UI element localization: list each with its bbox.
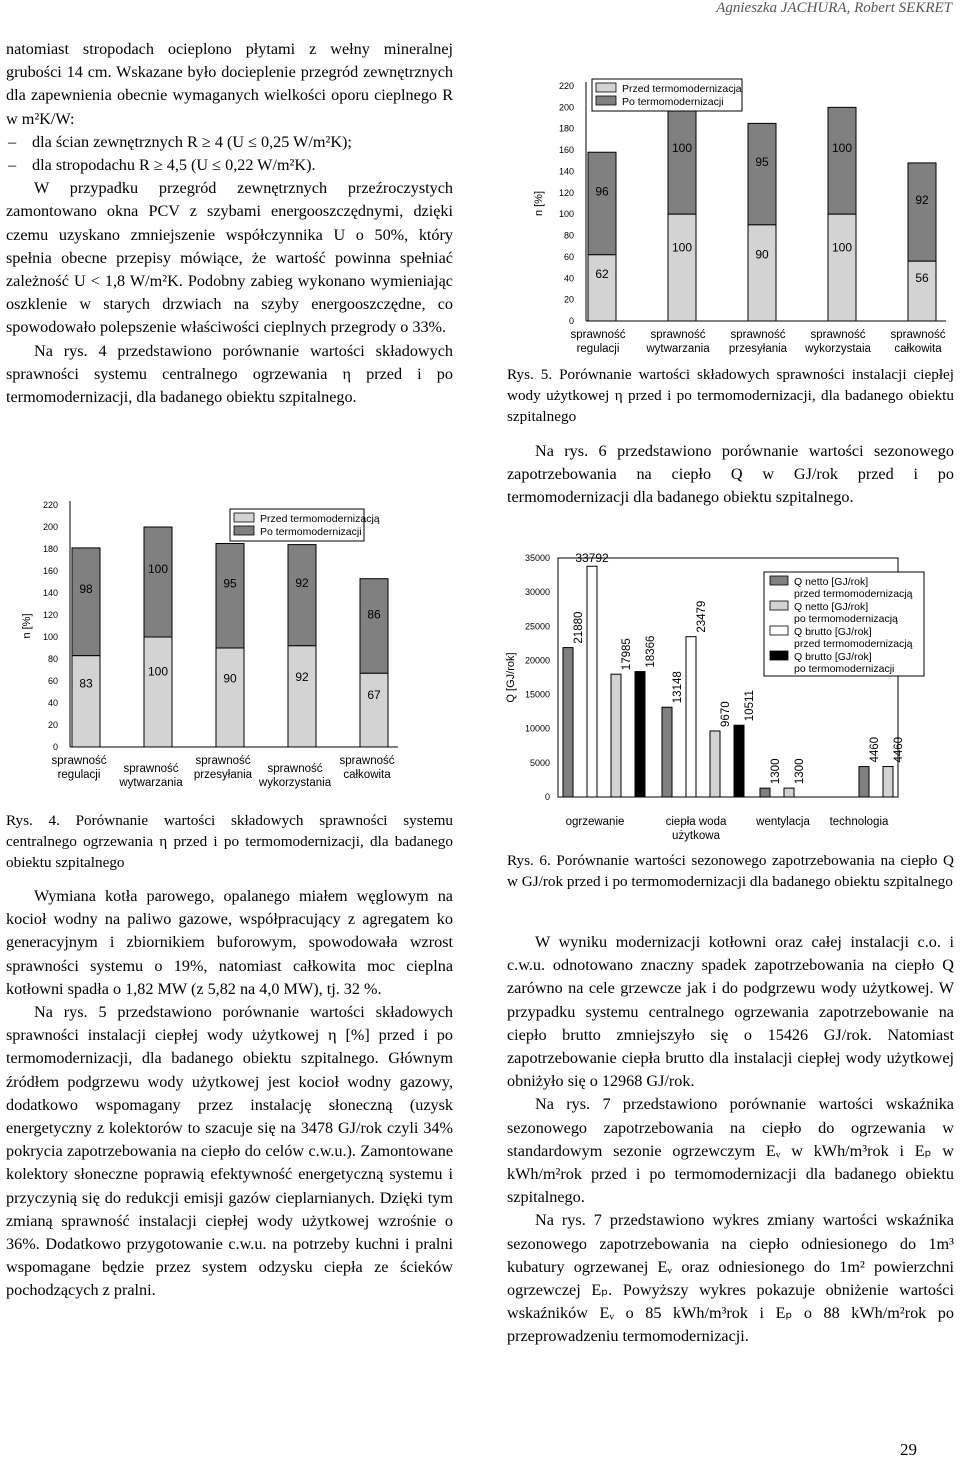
bar [563, 648, 573, 797]
legend-label: przed termomodernizacją [794, 638, 913, 650]
y-tick-label: 180 [558, 123, 574, 134]
legend-swatch [770, 626, 788, 635]
bar [784, 788, 794, 797]
data-label: 1300 [794, 758, 806, 785]
data-label-before: 56 [915, 271, 929, 286]
data-label-before: 100 [671, 240, 693, 255]
data-label-after: 96 [595, 184, 609, 199]
figure-6-svg [500, 546, 960, 848]
data-label-before: 90 [223, 671, 237, 686]
y-axis-label: Q [GJ/rok] [505, 652, 517, 703]
legend-label: Q brutto [GJ/rok] [794, 626, 872, 638]
page-number: 29 [900, 1440, 917, 1459]
legend-swatch [770, 651, 788, 660]
y-tick-label: 15000 [524, 689, 550, 700]
bar-after [908, 163, 936, 261]
y-tick-label: 10000 [524, 723, 550, 734]
bullet-walls: – dla ścian zewnętrznych R ≥ 4 (U ≤ 0,25 W/m²K); [6, 131, 453, 154]
legend-label: Przed termomodernizacją [260, 513, 380, 525]
x-tick-label: sprawność [810, 329, 866, 341]
x-tick-label: wytwarzania [119, 777, 183, 789]
y-tick-label: 5000 [529, 757, 550, 768]
legend-label: Po termomodernizacji [622, 96, 724, 108]
legend-label: Przed termomodernizacja [622, 83, 742, 95]
data-label-before: 90 [755, 247, 769, 262]
bar-before [72, 656, 100, 747]
figure-5-caption: Rys. 5. Porównanie wartości składowych sprawności instalacji ciepłej wody użytkowej η przed i po termomodernizacji, dla badanego obiektu szpitalnego [507, 366, 954, 425]
x-tick-label: sprawność [51, 755, 107, 767]
bar-after [144, 527, 172, 637]
data-label: 10511 [744, 690, 756, 722]
legend-swatch [234, 526, 254, 535]
bar [635, 672, 645, 797]
legend-swatch [234, 513, 254, 522]
x-tick-label: sprawność [650, 329, 706, 341]
x-tick-label: sprawność [730, 329, 786, 341]
y-tick-label: 35000 [524, 553, 550, 563]
legend-label: Q netto [GJ/rok] [794, 601, 869, 613]
x-tick-label: regulacji [576, 343, 620, 355]
data-label: 21880 [573, 611, 585, 644]
y-tick-label: 40 [563, 273, 574, 284]
bar-before [668, 214, 696, 321]
y-tick-label: 20000 [524, 655, 550, 666]
legend-label: Po termomodernizacji [260, 526, 362, 538]
bar-after [216, 544, 244, 649]
right-paragraph-1-block [507, 440, 954, 510]
y-tick-label: 100 [42, 632, 58, 642]
data-label: 17985 [621, 638, 633, 671]
data-label: 9670 [720, 701, 732, 727]
legend-swatch [596, 83, 616, 92]
y-tick-label: 160 [42, 566, 58, 576]
figure-4-svg [0, 490, 460, 808]
x-tick-label: wentylacja [756, 816, 810, 828]
bar-after [72, 548, 100, 656]
bar [587, 566, 597, 797]
left-column-bottom [6, 885, 453, 1303]
figure-4-caption: Rys. 4. Porównanie wartości składowych sprawności systemu centralnego ogrzewania η przed i po termomodernizacji, dla badanego obiektu szpitalnego [6, 812, 453, 871]
legend-swatch [770, 601, 788, 610]
left-paragraph-3: Na rys. 4 przedstawiono porównanie wartości składowych sprawności systemu centralnego ogrzewania η przed i po termomodernizacji, dla badanego obiektu szpitalnego. [6, 341, 453, 407]
y-tick-label: 20 [563, 294, 574, 305]
data-label-before: 100 [831, 240, 853, 255]
y-tick-label: 0 [568, 316, 574, 326]
y-tick-label: 60 [47, 676, 58, 686]
figure-5-chart [500, 74, 960, 364]
y-tick-label: 80 [47, 654, 58, 664]
left-column-top [6, 38, 453, 409]
y-tick-label: 120 [42, 610, 58, 620]
data-label-after: 92 [915, 193, 929, 208]
bar-before [588, 255, 616, 321]
left-paragraph-1: natomiast stropodach ocieplono płytami z wełny mineralnej grubości 14 cm. Wskazane było docieplenie przegród zewnętrznych dla zapewnienia obecnie wymaganych wielkości oporu cieplnego R w m²K/W: [6, 40, 453, 128]
x-tick-label: sprawność [195, 755, 251, 767]
bar-after [828, 107, 856, 214]
x-tick-label: sprawność [570, 329, 626, 341]
x-tick-label: wytwarzania [646, 343, 710, 355]
legend-swatch [770, 576, 788, 585]
x-tick-label: użytkowa [672, 830, 720, 842]
left-paragraph-4: Wymiana kotła parowego, opalanego miałem węglowym na kocioł wodny na paliwo gazowe, współpracujący z agregatem ko generacyjnym i zbiornikiem buforowym, spowodowała wzrost sprawności systemu o 19%, natomiast całkowita moc cieplna kotłowni spadła o 1,82 MW (z 5,82 na 4,0 MW), tj. 32 %. [6, 887, 453, 998]
x-tick-label: ogrzewanie [565, 816, 625, 828]
y-tick-label: 220 [558, 81, 574, 91]
y-tick-label: 20 [47, 720, 58, 730]
y-axis-label: n [%] [533, 190, 545, 217]
legend-label: po termomodernizacji [794, 663, 895, 675]
data-label-after: 92 [295, 576, 309, 591]
figure-4-chart [0, 490, 460, 808]
x-tick-label: sprawność [123, 763, 179, 775]
bar-before [748, 225, 776, 321]
bar-before [144, 637, 172, 747]
y-tick-label: 80 [563, 230, 574, 241]
x-tick-label: sprawność [339, 755, 395, 767]
bar [710, 731, 720, 797]
y-tick-label: 220 [42, 500, 58, 510]
y-axis-label: n [%] [21, 613, 33, 639]
data-label-after: 100 [147, 562, 169, 577]
legend-label: przed termomodernizacją [794, 588, 913, 600]
data-label-before: 100 [147, 664, 169, 679]
figure-5-svg [500, 74, 960, 364]
data-label: 33792 [575, 551, 609, 566]
data-label: 4460 [869, 736, 881, 763]
x-tick-label: sprawność [267, 763, 323, 775]
y-tick-label: 25000 [524, 621, 550, 632]
y-tick-label: 140 [558, 166, 574, 177]
data-label-before: 83 [79, 676, 93, 691]
y-tick-label: 160 [558, 145, 574, 156]
bullet-roof: – dla stropodachu R ≥ 4,5 (U ≤ 0,22 W/m²K). [6, 154, 453, 177]
x-tick-label: technologia [829, 816, 889, 828]
right-paragraph-3: Na rys. 7 przedstawiono porównanie wartości wskaźnika sezonowego zapotrzebowania na ciepło do ogrzewania w standardowym sezonie ogrzewczym Eᵥ w kWh/m³rok i Eₚ w kWh/m²rok przed i po termomodernizacji dla badanego obiektu szpitalnego. [507, 1095, 954, 1207]
y-tick-label: 100 [558, 209, 574, 220]
data-label-before: 92 [295, 670, 309, 685]
data-label-before: 62 [595, 266, 609, 281]
legend-label: Q brutto [GJ/rok] [794, 651, 872, 663]
bar [662, 707, 672, 797]
data-label: 23479 [696, 600, 708, 633]
data-label-after: 86 [367, 607, 381, 622]
figure-6-chart [500, 546, 960, 848]
data-label-after: 98 [79, 582, 93, 597]
y-tick-label: 0 [52, 742, 58, 752]
bar-after [588, 152, 616, 255]
x-tick-label: przesyłania [193, 769, 253, 781]
bar [686, 637, 696, 797]
x-tick-label: całkowita [894, 343, 942, 355]
right-column-bottom [507, 931, 954, 1349]
y-tick-label: 180 [42, 544, 58, 554]
x-tick-label: regulacji [57, 769, 101, 781]
data-label-after: 95 [223, 576, 237, 591]
bar [760, 788, 770, 797]
data-label-before: 67 [367, 688, 381, 703]
y-tick-label: 0 [544, 792, 550, 802]
data-label: 4460 [893, 736, 905, 763]
right-paragraph-1: Na rys. 6 przedstawiono porównanie wartości sezonowego zapotrzebowania na ciepło Q w GJ/rok przed i po termomodernizacji dla badanego obiektu szpitalnego. [507, 442, 954, 507]
bar-before [360, 673, 388, 747]
right-paragraph-4: Na rys. 7 przedstawiono wykres zmiany wartości wskaźnika sezonowego zapotrzebowania na ciepło odniesionego do 1m³ kubatury ogrzewanej Eᵥ oraz odniesionego do 1m² powierzchni ogrzewczej Eₚ. Powyższy wykres pokazuje obniżenie wartości wskaźników Eᵥ o 85 kWh/m³rok i Eₚ o 88 kWh/m²rok po przeprowadzeniu termomodernizacji. [507, 1211, 954, 1346]
bar [611, 674, 621, 797]
y-tick-label: 200 [558, 102, 574, 113]
data-label: 18366 [645, 635, 657, 668]
x-tick-label: wykorzystaia [805, 343, 871, 355]
y-tick-label: 140 [42, 588, 58, 598]
y-tick-label: 30000 [524, 587, 550, 598]
legend-label: po termomodernizacją [794, 613, 898, 625]
bar-after [288, 545, 316, 646]
bar-after [748, 123, 776, 224]
y-tick-label: 200 [42, 522, 58, 532]
data-label-after: 95 [755, 155, 769, 170]
bar [734, 725, 744, 797]
bar [859, 767, 869, 797]
x-tick-label: wykorzystania [258, 777, 332, 789]
data-label: 1300 [770, 758, 782, 785]
data-label: 13148 [672, 671, 684, 704]
legend-label: Q netto [GJ/rok] [794, 576, 869, 588]
running-header: Agnieszka JACHURA, Robert SEKRET [716, 0, 952, 16]
bar [883, 767, 893, 797]
bar-before [288, 646, 316, 747]
data-label-after: 100 [671, 141, 693, 156]
bar-after [360, 579, 388, 674]
x-tick-label: całkowita [343, 769, 391, 781]
bar-before [216, 648, 244, 747]
bar-after [668, 107, 696, 214]
x-tick-label: ciepła woda [665, 816, 727, 828]
legend-swatch [596, 96, 616, 105]
left-paragraph-5: Na rys. 5 przedstawiono porównanie wartości składowych sprawności instalacji ciepłej wody użytkowej η [%] przed i po termomodernizacji, dla badanego obiektu szpitalnego. Głównym źródłem podgrzewu wody użytkowej jest kocioł wodny gazowy, dodatkowo wspomagany przez instalację słoneczną (uzysk energetyczny z kolektorów to szacuje się na 3478 GJ/rok czyli 34% pokrycia zapotrzebowania na ciepło do celów c.w.u.). Zamontowane kolektory słoneczne poprawią efektywność energetyczną systemu i przyczynią się do redukcji emisji gazów cieplarnianych. Dzięki tym zmianą sprawność instalacji ciepłej wody użytkowej wzrośnie o 36%. Dodatkowo przygotowanie c.w.u. na potrzeby kuchni i pralni wspomagane będzie przez system odzysku ciepła ze ścieków pochodzących z pralni. [6, 1003, 453, 1300]
y-tick-label: 40 [47, 698, 58, 708]
right-paragraph-2: W wyniku modernizacji kotłowni oraz całej instalacji c.o. i c.w.u. odnotowano znaczny spadek zapotrzebowania na ciepło Q zarówno na cele grzewcze jak i do podgrzewu wody użytkowej. W przypadku systemu centralnego ogrzewania zapotrzebowanie na ciepło brutto zmniejszyło się o 15426 GJ/rok. Natomiast zapotrzebowanie ciepła brutto dla instalacji ciepłej wody użytkowej obniżyło się o 12968 GJ/rok. [507, 933, 954, 1091]
data-label-after: 100 [831, 141, 853, 156]
y-tick-label: 60 [563, 251, 574, 262]
x-tick-label: przesyłania [728, 343, 788, 355]
bar-before [828, 214, 856, 321]
y-tick-label: 120 [558, 187, 574, 198]
left-paragraph-2: W przypadku przegród zewnętrznych przeźroczystych zamontowano okna PCV z szybami energooszczędnymi, dzięki czemu uzyskano zmniejszenie współczynnika U o 50%, który spełnia obecne przepisy mówiące, że wartość powinna spełniać zależność U < 1,8 W/m²K. Podobny zabieg wykonano wymieniając oszklenie w starych drzwiach na szyby energooszczędne, co spowodowało polepszenie właściwości cieplnych przegrody o 33%. [6, 179, 453, 337]
x-tick-label: sprawność [890, 329, 946, 341]
figure-6-caption: Rys. 6. Porównanie wartości sezonowego zapotrzebowania na ciepło Q w GJ/rok przed i po termomodernizacji dla badanego obiektu szpitalnego [507, 852, 954, 890]
